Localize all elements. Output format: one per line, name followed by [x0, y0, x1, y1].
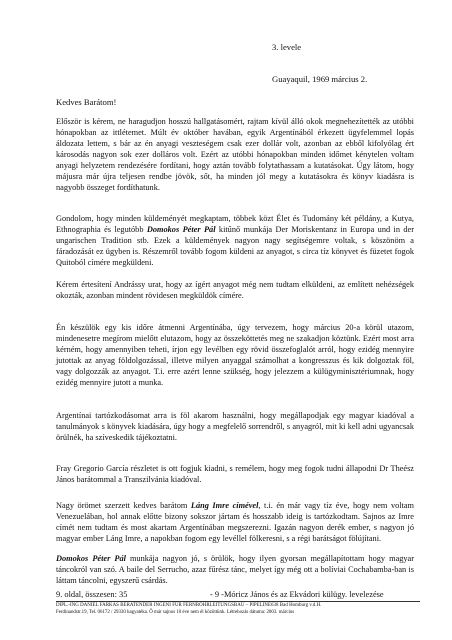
paragraph-text: kitűnő munkája Der Moriskentanz in Europa und in der ungarischen Tradition stb. Ezek a küldemények nagyon nagy segítségemre voltak, s köszönöm a fáradozását ez ügyben is. Részemről tovább fogom küldeni az anyagot, s circa tíz könyvet és füzetet fogok Quitoból címére megküldeni.	[56, 225, 414, 267]
paragraph-text: , t.i. én már vagy tíz éve, hogy nem voltam Venezuelában, hol annak előtte bizony sokszor jártam és hosszabb ideig is tartózkodtam. Sajnos az Imre címét nem tudtam és most akartam Argentínában megszerezni. Igazán nagyon derék ember, s nagyon jó magyar ember Láng Imre, a napokban fogom egy levéllel fölkeresni, s a régi barátságot fölújítani.	[56, 501, 414, 543]
paragraph-text: Nagy örömet szerzett kedves barátom	[56, 501, 191, 510]
paragraph-7	[56, 500, 414, 544]
page-count: 9. oldal, összesen: 35	[56, 590, 128, 599]
paragraph-6	[56, 463, 414, 485]
paragraph-5	[56, 410, 414, 443]
paragraph-8	[56, 553, 414, 586]
emphasized-name: Domokos Péter Pál	[56, 554, 126, 563]
paragraph-text: munkája nagyon jó, s örülök, hogy ilyen gyorsan megállapítottam hogy magyar táncokról van szó. A baile del Serrucho, azaz fűrész tánc, melyet így még ott a bolíviai Cochabamba-ban is láttam táncolni, egyszerű csárdás.	[56, 554, 415, 585]
paragraph-text: Kérem értesítení Andrássy urat, hogy az ígért anyagot még nem tudtam elküldeni, az említett nehézségek okozták, azonban mindent rövidesen megküldök címére.	[56, 280, 414, 300]
paragraph-4	[56, 322, 414, 388]
paragraph-2	[56, 213, 414, 268]
paragraph-1	[56, 116, 414, 193]
footer-fine-line-1: DIPL.-ING DANIEL FARKAS BERATENDER INGENI FÜR FERNROHRLEITUNGSBAU – PIPELINE638 Bad Homburg v.d.H.	[56, 603, 322, 608]
paragraph-text: Fray Gregorio García részletet is ott fogjuk kiadni, s remélem, hogy meg fogok tudni állapodni Dr Theész János barátommal a Transzilvánia kiadóval.	[56, 464, 414, 484]
emphasized-name: Domokos Péter Pál	[146, 225, 216, 234]
salutation: Kedves Barátom!	[56, 97, 117, 107]
paragraph-text: Én készülök egy kis időre átmenni Argentínába, úgy tervezem, hogy március 20-a körül utazom, mindenesetre megírom mielőtt elutazom, hogy az összeköttetés meg ne szakadjon köztünk. Ezért most arra kérném, hogy amennyiben teheti, írjon egy levélben egy rövid összefoglalót arról, hogy ezidég mennyire jutottak az anyag földolgozással, illetve milyen anyaggal számolhat a kongresszus és kik dolgoztak föl, vagy dolgozzák az anyagot. T.i. erre azért lenne szükség, hogy jelezzem a külügyminisztériumnak, hogy ezidég mennyire jutott a munka.	[56, 323, 414, 387]
running-title: - 9 -Móricz János és az Ekvádori külügy. levelezése	[210, 590, 384, 599]
paragraph-text: Először is kérem, ne haragudjon hosszú hallgatásomért, rajtam kívül álló okok megnehezítették az utóbbi hónapokban az ittlétemet. Múlt év október havában, egyik Argentínából érkezett ügyfelemmel lopás áldozata lettem, s bár az én anyagi veszteségem csak ezer dollár volt, azonban az ebből kifolyólag ért károsodás nagyon sok ezer dolláros volt. Ezért az utóbbi hónapokban minden időmet kénytelen voltam anyagi helyzetem rendezésére fordítani, hogy aztán tovább folytathassam a kutatásokat. Úgy látom, hogy májusra már újra teljesen rendbe jövök, sőt, ha minden jól megy a kutatásokra és könyv kiadásra is nagyobb összeget fordíthatunk.	[56, 117, 414, 192]
emphasized-name: Láng Imre címével	[190, 501, 259, 510]
footer-divider	[56, 601, 420, 602]
paragraph-text: Argentínai tartózkodásomat arra is föl akarom használni, hogy megállapodjak egy magyar kiadóval a tanulmányok s könyvek kiadására, úgy hogy a megfelelő sorrendről, s anyagról, mit ki kell adni ugyancsak örülnék, ha szíveskedik tájékoztatni.	[56, 411, 414, 442]
paragraph-text: Gondolom, hogy minden küldeményét megkaptam, többek közt Élet és Tudomány két példány, a Kutya, Ethnographia és legutóbb	[56, 214, 414, 234]
footer-fine-line-2: Ferdinandstr.19, Tel. 06172 / 29330 hagyatéka. Ő már sajnos 10 éve nem él közöttünk. Létrehozás dátuma: 2003. március	[56, 610, 295, 615]
paragraph-3	[56, 279, 414, 301]
letter-number: 3. levele	[272, 42, 302, 52]
place-date: Guayaquil, 1969 március 2.	[272, 74, 368, 84]
